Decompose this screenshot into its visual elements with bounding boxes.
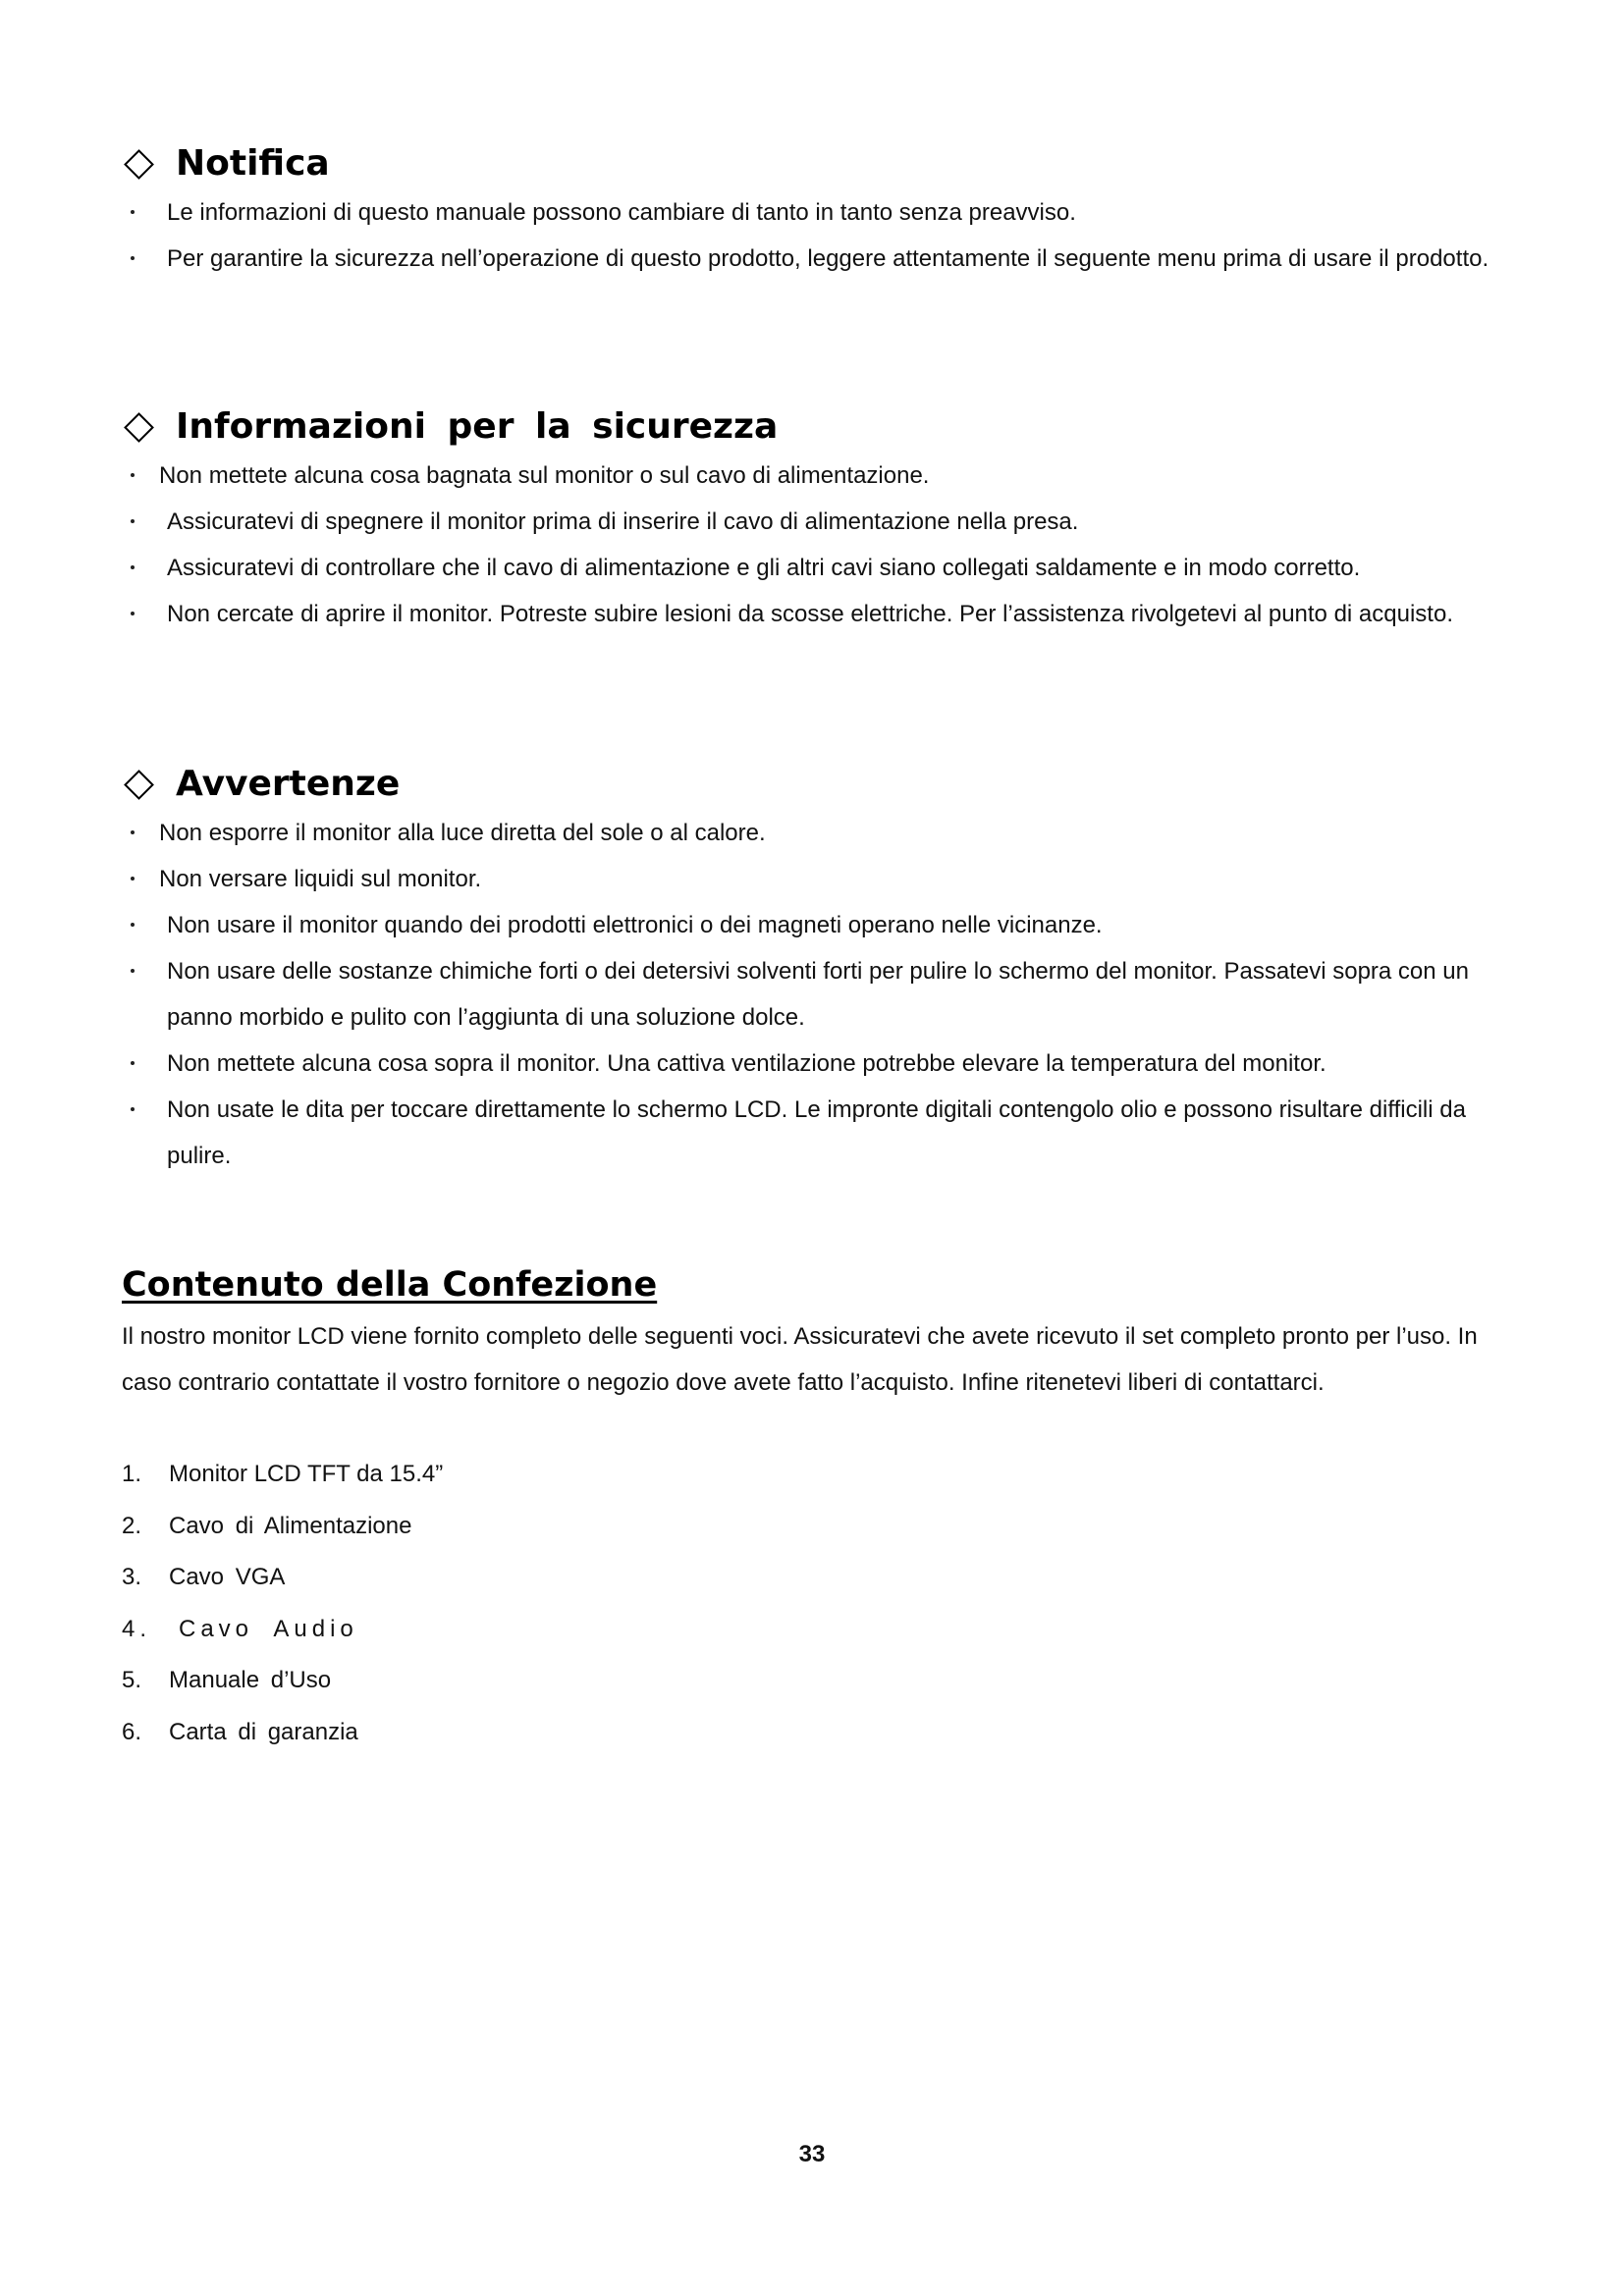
list-item bbox=[122, 1707, 1516, 1759]
notifica-list bbox=[122, 189, 1516, 282]
sicurezza-list bbox=[122, 453, 1516, 637]
item-label: Cavo Audio bbox=[179, 1615, 358, 1642]
list-item: Non usare delle sostanze chimiche forti o dei detersivi solventi forti per pulire lo schermo del monitor. Passatevi sopra con un panno morbido e pulito con l’aggiunta di una soluzione dolce. bbox=[122, 948, 1516, 1041]
list-item: Non mettete alcuna cosa bagnata sul monitor o sul cavo di alimentazione. bbox=[122, 453, 1516, 499]
heading-avvertenze bbox=[122, 763, 1516, 806]
list-item bbox=[122, 1604, 1516, 1656]
list-item bbox=[122, 1655, 1516, 1707]
list-item: Non usare il monitor quando dei prodotti elettronici o dei magneti operano nelle vicinanze. bbox=[122, 902, 1516, 948]
item-number: 4. bbox=[122, 1615, 152, 1642]
item-number: 5. bbox=[122, 1667, 142, 1693]
list-item bbox=[122, 1501, 1516, 1553]
list-item: Assicuratevi di spegnere il monitor prima di inserire il cavo di alimentazione nella presa. bbox=[122, 499, 1516, 545]
item-number: 2. bbox=[122, 1512, 142, 1539]
item-label: Cavo VGA bbox=[169, 1564, 286, 1590]
item-label: Carta di garanzia bbox=[169, 1718, 358, 1745]
heading-sicurezza-text: Informazioni per la sicurezza bbox=[176, 406, 779, 447]
heading-contenuto: Contenuto della Confezione bbox=[122, 1265, 658, 1305]
avvertenze-list bbox=[122, 810, 1516, 1179]
heading-sicurezza bbox=[122, 405, 1516, 449]
diamond-icon bbox=[124, 770, 154, 800]
list-item: Assicuratevi di controllare che il cavo di alimentazione e gli altri cavi siano collegati saldamente e in modo corretto. bbox=[122, 545, 1516, 591]
item-number: 1. bbox=[122, 1461, 142, 1487]
section-avvertenze bbox=[122, 763, 1516, 1179]
section-sicurezza bbox=[122, 405, 1516, 637]
contenuto-list bbox=[122, 1449, 1516, 1758]
item-label: Cavo di Alimentazione bbox=[169, 1512, 412, 1539]
heading-notifica bbox=[122, 142, 1516, 186]
list-item: Non versare liquidi sul monitor. bbox=[122, 856, 1516, 902]
item-number: 6. bbox=[122, 1718, 142, 1745]
list-item: Non mettete alcuna cosa sopra il monitor. Una cattiva ventilazione potrebbe elevare la temperatura del monitor. bbox=[122, 1041, 1516, 1087]
list-item: Per garantire la sicurezza nell’operazione di questo prodotto, leggere attentamente il seguente menu prima di usare il prodotto. bbox=[122, 236, 1516, 282]
heading-notifica-text: Notifica bbox=[176, 143, 330, 184]
list-item: Le informazioni di questo manuale possono cambiare di tanto in tanto senza preavviso. bbox=[122, 189, 1516, 236]
section-contenuto bbox=[122, 1262, 1516, 1758]
item-label: Monitor LCD TFT da 15.4” bbox=[169, 1461, 444, 1487]
item-number: 3. bbox=[122, 1564, 142, 1590]
contenuto-paragraph: Il nostro monitor LCD viene fornito completo delle seguenti voci. Assicuratevi che avete ricevuto il set completo pronto per l’uso. In caso contrario contattate il vostro fornitore o negozio dove avete fatto l’acquisto. Infine ritenetevi liberi di contattarci. bbox=[122, 1323, 1478, 1396]
list-item bbox=[122, 1449, 1516, 1501]
list-item: Non esporre il monitor alla luce diretta del sole o al calore. bbox=[122, 810, 1516, 856]
diamond-icon bbox=[124, 149, 154, 180]
page-number: 33 bbox=[798, 2141, 826, 2167]
diamond-icon bbox=[124, 412, 154, 443]
list-item bbox=[122, 1552, 1516, 1604]
list-item: Non usate le dita per toccare direttamente lo schermo LCD. Le impronte digitali contengolo olio e possono risultare difficili da pulire. bbox=[122, 1087, 1516, 1179]
section-notifica bbox=[122, 142, 1516, 282]
heading-avvertenze-text: Avvertenze bbox=[176, 764, 401, 804]
item-label: Manuale d’Uso bbox=[169, 1667, 332, 1693]
list-item: Non cercate di aprire il monitor. Potreste subire lesioni da scosse elettriche. Per l’assistenza rivolgetevi al punto di acquisto. bbox=[122, 591, 1516, 637]
